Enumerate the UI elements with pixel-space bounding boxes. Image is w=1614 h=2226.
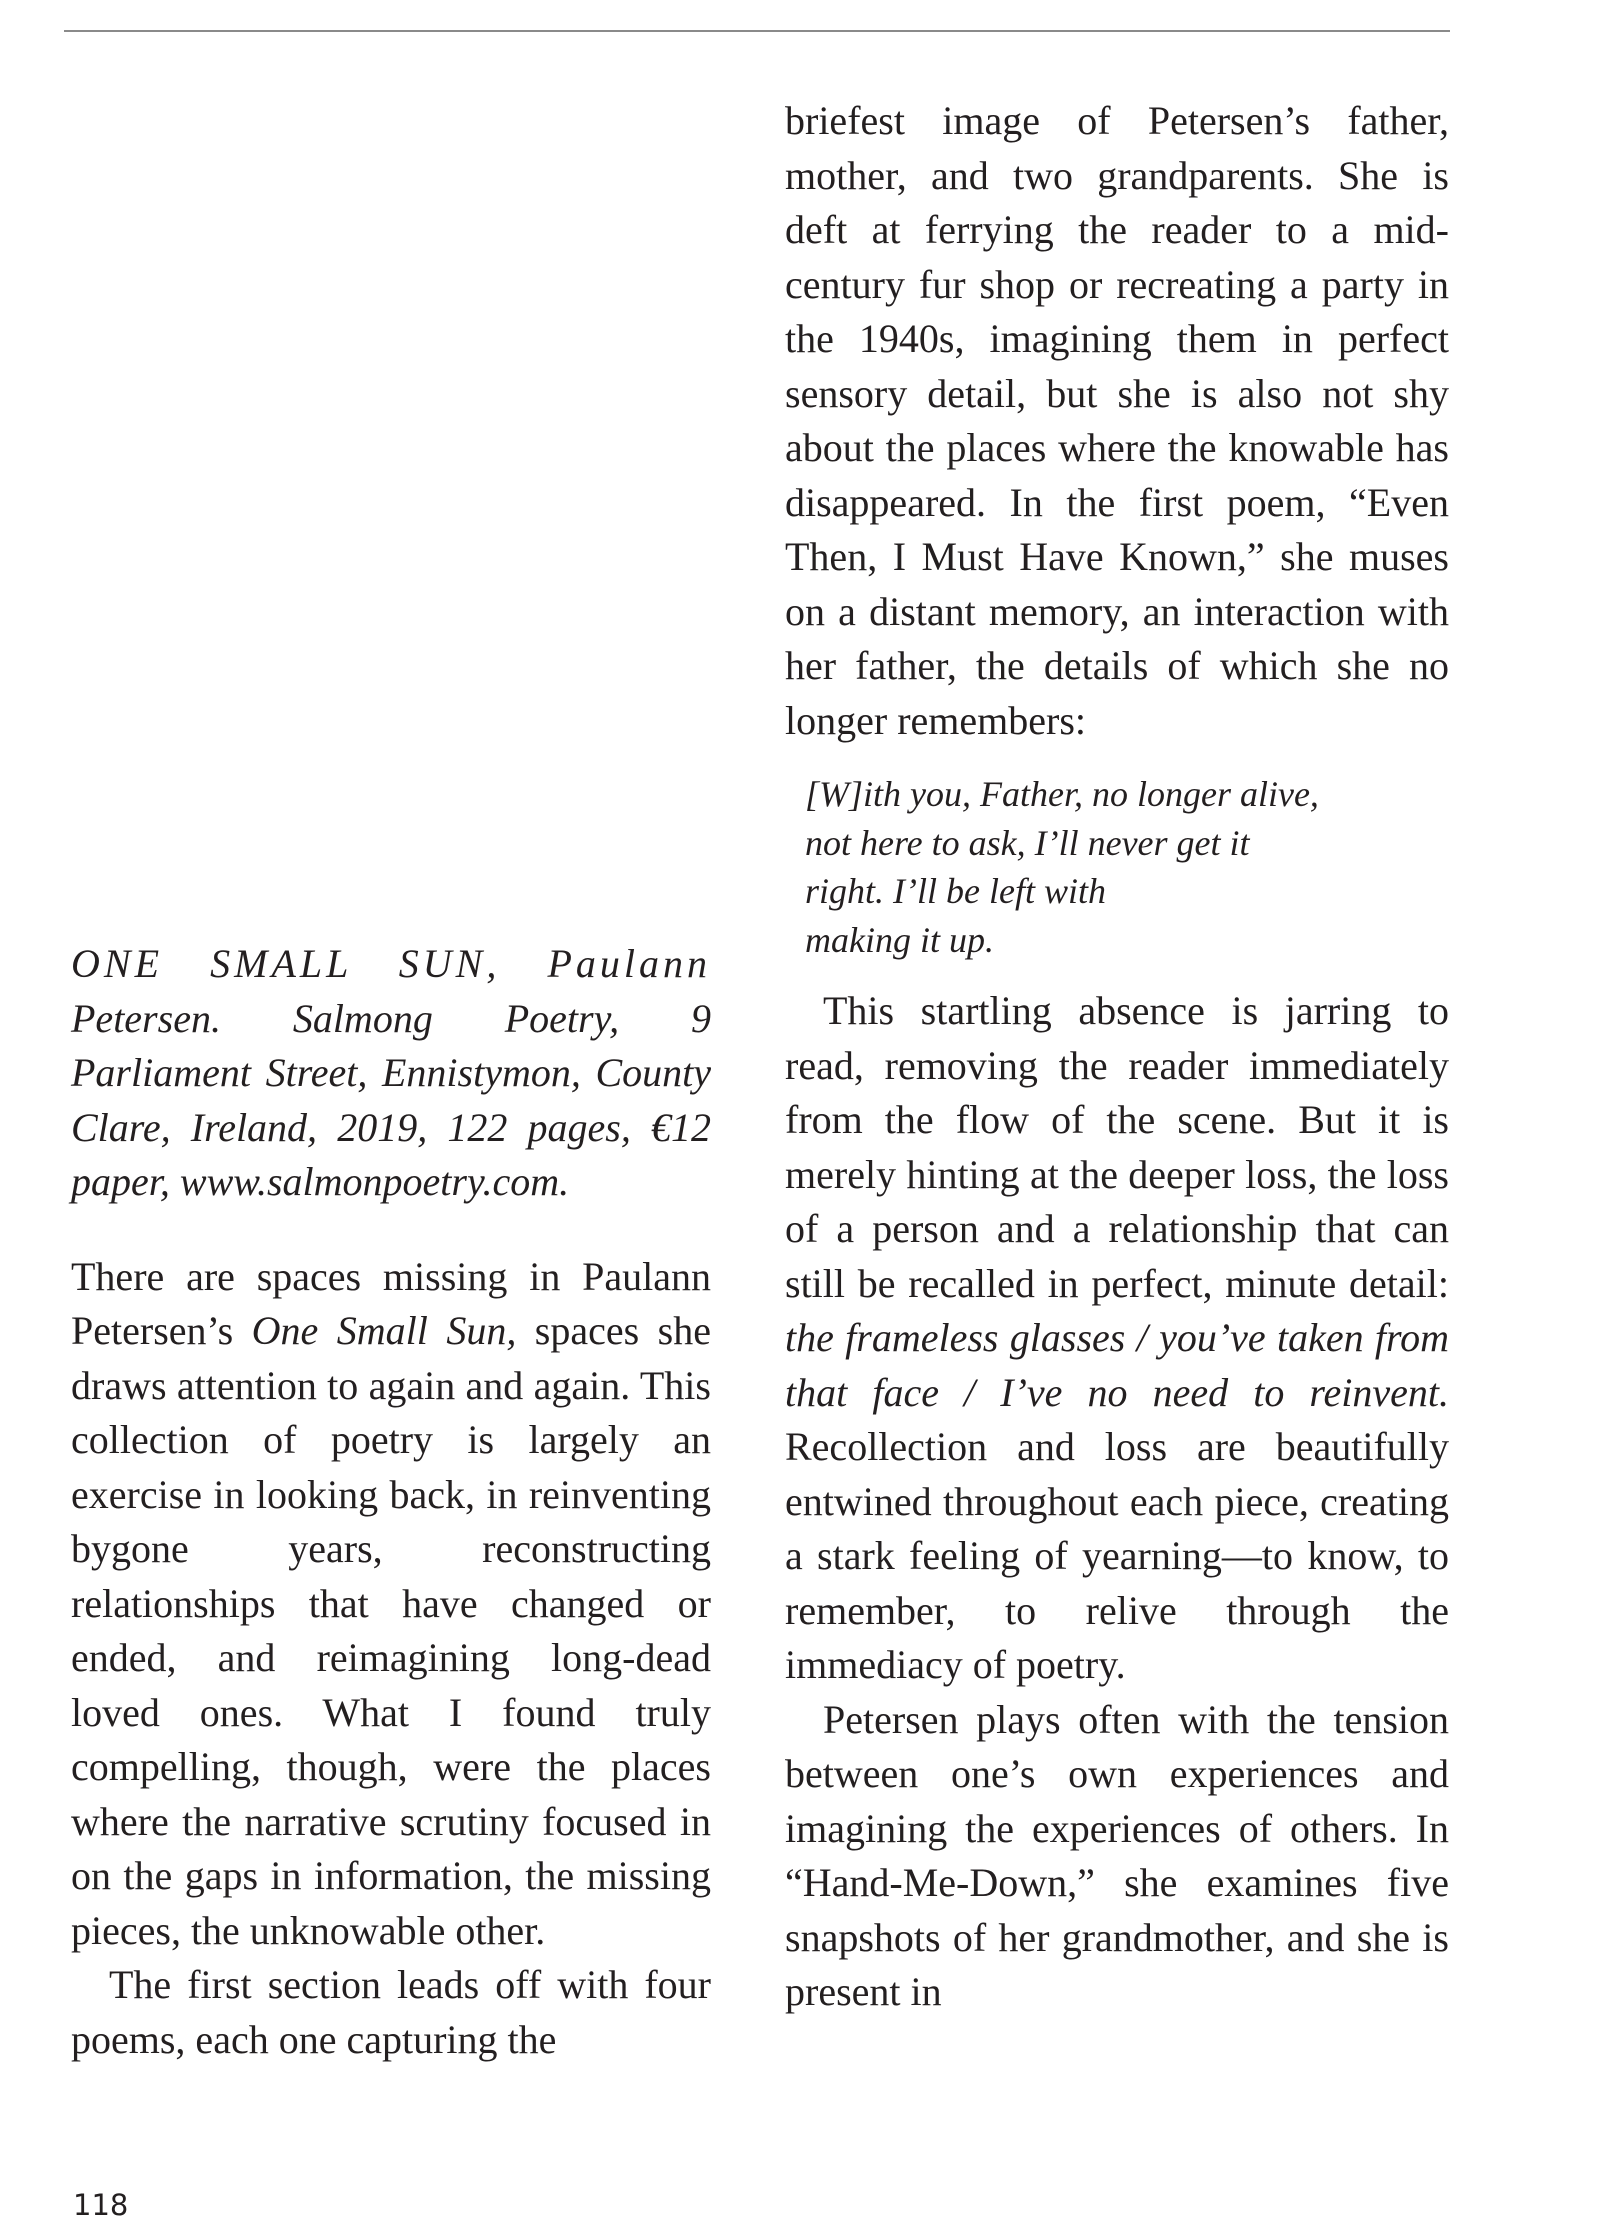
book-title-italic: One Small Sun,	[251, 1308, 517, 1353]
left-paragraph-1-text-b: spaces she draws attention to again and again. This collection of poetry is largely an exercise in looking back, in reinventing bygone years, reconstructing relationships that have changed or ended, and reimagining long-dead loved ones. What I found truly compelling, though, were the places where the narrative scrutiny focused in on the gaps in information, the missing pieces, the unknowable other.	[71, 1308, 711, 1953]
inline-quote-italic: the frameless glasses / you’ve taken from that face / I’ve no need to reinvent.	[785, 1315, 1449, 1415]
poem-quote	[805, 770, 1385, 964]
right-paragraph-2	[785, 984, 1449, 1693]
quote-line: making it up.	[805, 919, 994, 960]
quote-line: [W]ith you, Father, no longer alive,	[805, 774, 1319, 814]
header-rule	[64, 30, 1450, 32]
right-paragraph-1: briefest image of Petersen’s father, mother, and two grandparents. She is deft at ferrying the reader to a mid-century fur shop or recreating a party in the 1940s, imagining them in perfect sensory detail, but she is also not shy about the places where the knowable has disappeared. In the first poem, “Even Then, I Must Have Known,” she muses on a distant memory, an interaction with her father, the details of which she no longer remembers:	[785, 98, 1449, 743]
quote-line: right. I’ll be left with	[805, 871, 1106, 911]
right-column	[785, 94, 1449, 2020]
citation-details: Petersen. Salmong Poetry, 9 Parliament Street, Ennistymon, County Clare, Ireland, 2019, 122 pages, €12 paper, www.salmonpoetry.com.	[71, 995, 711, 1204]
quote-line: not here to ask, I’ll never get it	[805, 822, 1250, 863]
page-number: 118	[73, 2188, 129, 2222]
book-citation	[71, 937, 711, 1210]
right-paragraph-2-text-b: Recollection and loss are beautifully entwined throughout each piece, creating a stark feeling of yearning—to know, to remember, to relive through the immediacy of poetry.	[785, 1424, 1449, 1687]
citation-title-line: ONE SMALL SUN, Paulann	[71, 941, 711, 986]
left-paragraph-2: The first section leads off with four poems, each one capturing the	[71, 1962, 711, 2062]
left-column	[71, 937, 711, 2067]
right-paragraph-2-text-a: This startling absence is jarring to read, removing the reader immediately from the flow of the scene. But it is merely hinting at the deeper loss, the loss of a person and a relationship that can still be recalled in perfect, minute detail:	[785, 988, 1449, 1306]
left-paragraph-1	[71, 1250, 711, 1959]
right-paragraph-3: Petersen plays often with the tension between one’s own experiences and imagining the experiences of others. In “Hand-Me-Down,” she examines five snapshots of her grandmother, and she is present in	[785, 1696, 1449, 2014]
left-paragraph-1-text-a: There are spaces missing in Paulann Petersen’s	[71, 1253, 711, 1353]
